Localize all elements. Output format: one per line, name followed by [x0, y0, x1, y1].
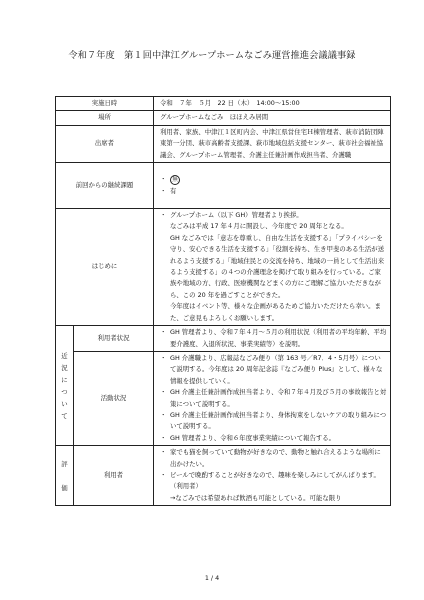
continuing-label: 前回からの継続課題	[56, 163, 154, 209]
list-item: ・ グループホーム（以下 GH）管理者より挨拶。	[160, 210, 387, 221]
eval-user-note: →なごみでは希望あれば飲酒も可能としている。可能な限り	[170, 493, 342, 502]
datetime-value: 令和 ７年 ５月 22 日（木） 14:00～15:00	[154, 97, 391, 111]
intro-paragraph: なごみは平成 17 年４月に開設し、今年度で 20 周年となる。	[170, 222, 348, 231]
continuing-value	[154, 163, 391, 209]
intro-list	[160, 210, 387, 221]
row-continuing	[56, 163, 391, 209]
attendees-value: 利用者、家族、中津江１区町内会、中津江県営住宅Ｈ棟管理者、萩市消防団陣東第一分団、萩市高齢者支援課、萩市地域包括支援センター、萩市社会福祉協議会、グループホーム管理者、介護主任兼計画作成担当者、介護職	[154, 125, 391, 162]
continuing-list	[160, 174, 387, 197]
user-status-value	[154, 326, 391, 352]
user-status-label: 利用者状況	[74, 326, 154, 352]
section-eval-vertical	[56, 446, 74, 506]
eval-user-note: （利用者）	[170, 482, 202, 491]
place-value: グループホームなごみ ほほえみ居間	[154, 111, 391, 125]
vertical-spacer	[59, 470, 70, 482]
vertical-char: い	[61, 399, 68, 408]
list-item: ・ 家でも猫を飼っていて動物が好きなので、動物と触れ合えるような場所に出かけたい。	[160, 447, 387, 470]
list-item: ・ ビールで晩酌することが好きなので、趣味を楽しみにしてがんばります。	[160, 470, 387, 481]
page-title: 令和７年度 第１回中津江グループホームなごみ運営推進会議議事録	[68, 50, 356, 61]
row-eval-user	[56, 446, 391, 506]
datetime-label: 実施日時	[56, 97, 154, 111]
intro-label: はじめに	[56, 209, 154, 326]
list-item: ・ GH 管理者より、令和６年度事業実績について報告する。	[160, 433, 387, 444]
eval-user-value	[154, 446, 391, 506]
list-item: ・ GH 管理者より、令和７年４月～５月の利用状況（利用者の平均年齢、平均要介護度、入退所状況、事業実績等）を説明。	[160, 327, 387, 350]
activity-label: 活動状況	[74, 351, 154, 445]
activity-value	[154, 351, 391, 445]
user-status-list	[160, 327, 387, 350]
vertical-char: 価	[61, 483, 68, 492]
row-attendees	[56, 125, 391, 162]
circled-option: 無	[170, 175, 180, 185]
vertical-char: 近	[61, 351, 68, 360]
vertical-char: に	[61, 375, 68, 384]
row-activity	[56, 351, 391, 445]
activity-list	[160, 353, 387, 444]
eval-user-label: 利用者	[74, 446, 154, 506]
vertical-char: つ	[61, 387, 68, 396]
intro-value	[154, 209, 391, 326]
row-place	[56, 111, 391, 125]
row-datetime	[56, 97, 391, 111]
attendees-label: 出席者	[56, 125, 154, 162]
list-item: ・ GH 介護職より、広報誌なごみ便り（第 163 号／R7．4・5月号）について説明する。今年度は 20 周年記念誌『なごみ便り Plus』として、様々な情報を提供していく。	[160, 353, 387, 387]
list-item: ・ GH 介護主任兼計画作成担当者より、令和７年４月及び５月の事故報告と対策について説明する。	[160, 387, 387, 410]
eval-user-list	[160, 447, 387, 481]
minutes-table	[55, 96, 391, 506]
list-item: ・ GH 介護主任兼計画作成担当者より、身体拘束をしないケアの取り組みについて説明する。	[160, 410, 387, 433]
section-recent-vertical	[56, 326, 74, 446]
row-intro	[56, 209, 391, 326]
list-item	[160, 174, 387, 185]
intro-paragraph: 今年度はイベント等、様々な企画があるためご協力いただけたら幸い。また、ご意見もよろしくお願いします。	[170, 302, 381, 322]
list-item: ・ 有	[160, 186, 387, 197]
vertical-char: 況	[61, 363, 68, 372]
row-user-status	[56, 326, 391, 352]
intro-paragraph: GH なごみでは「意志を尊重し、自由な生活を支援する」「プライバシーを守り、安心できる生活を支援する」「役割を持ち、生き甲斐のある生活が送れるよう支援する」「地域住民との交流を持ち、地域の一員として生活出来るよう支援する」の４つの介護理念を掲げて取り組みを行っている。ご家族や地域の方、行政、医療機関などまくの方にご理解ご協力いただきながら、この 20 年を過ごすことができた。	[170, 233, 385, 299]
page-number: 1 / 4	[204, 574, 220, 582]
place-label: 場所	[56, 111, 154, 125]
vertical-char: 評	[61, 459, 68, 468]
vertical-char: て	[61, 411, 68, 420]
